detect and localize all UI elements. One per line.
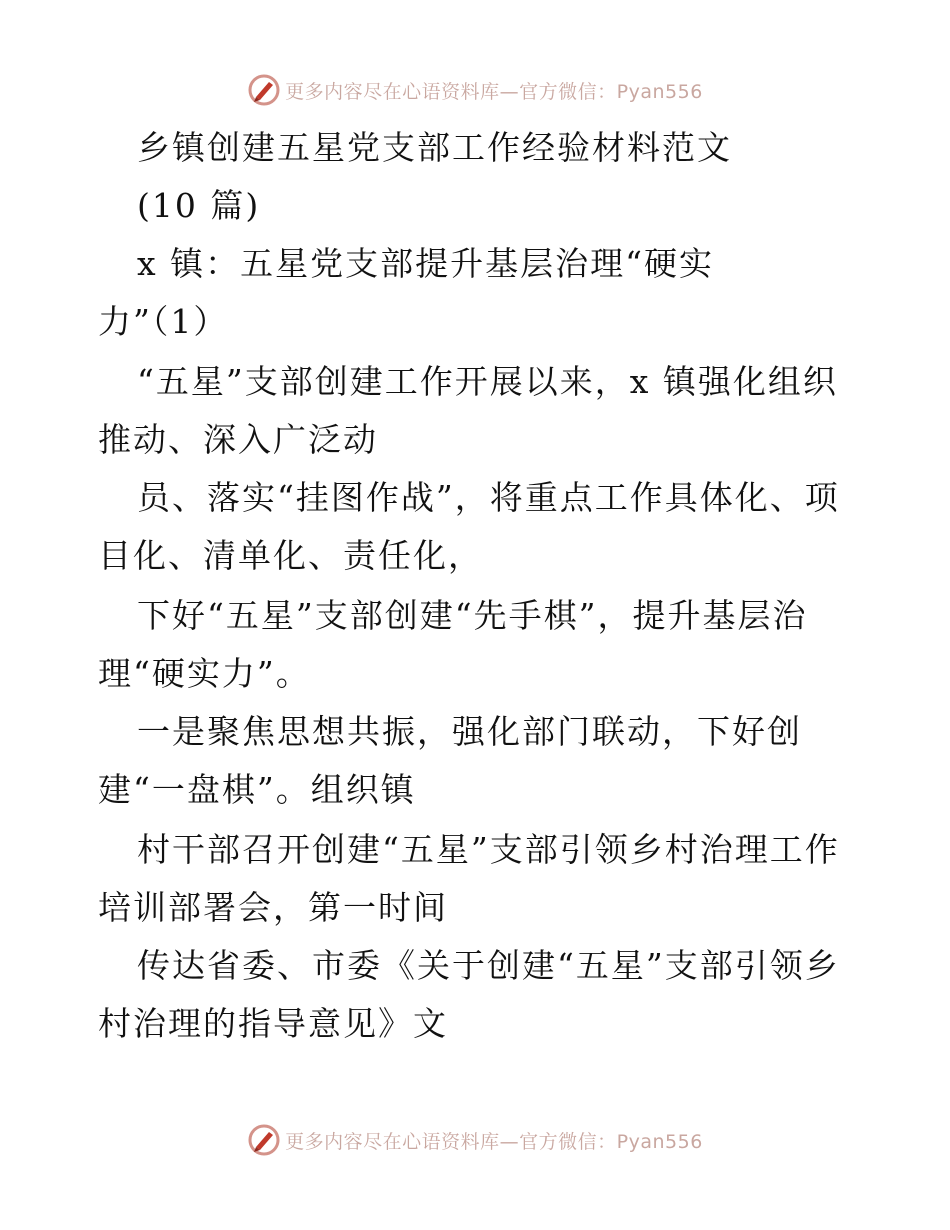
section-heading-line-1: x 镇：五星党支部提升基层治理“硬实: [137, 244, 714, 283]
paragraph-line: 员、落实“挂图作战”，将重点工作具体化、项: [137, 478, 840, 517]
paragraph-line: 传达省委、市委《关于创建“五星”支部引领乡: [137, 946, 840, 985]
header-watermark: [0, 70, 950, 110]
paragraph-line: 理“硬实力”。: [98, 654, 311, 693]
paragraph-line: 村治理的指导意见》文: [98, 1004, 448, 1043]
paragraph-line: 建“一盘棋”。组织镇: [98, 770, 416, 809]
pen-logo-icon: [247, 1123, 281, 1157]
document-title-line-1: 乡镇创建五星党支部工作经验材料范文: [137, 128, 732, 167]
footer-watermark: [0, 1120, 950, 1160]
section-heading-line-2: 力”（1）: [98, 302, 229, 341]
paragraph-line: 一是聚焦思想共振，强化部门联动，下好创: [137, 712, 802, 751]
paragraph-line: 培训部署会，第一时间: [98, 888, 448, 927]
paragraph-line: 推动、深入广泛动: [98, 420, 378, 459]
paragraph-line: 下好“五星”支部创建“先手棋”，提升基层治: [137, 596, 808, 635]
pen-logo-icon: [247, 73, 281, 107]
watermark-text: 更多内容尽在心语资料库—官方微信：Pyan556: [285, 1130, 703, 1153]
document-title-line-2: (10 篇): [137, 186, 261, 225]
paragraph-line: 目化、清单化、责任化，: [98, 536, 483, 575]
paragraph-line: “五星”支部创建工作开展以来，x 镇强化组织: [137, 362, 838, 401]
watermark-text: 更多内容尽在心语资料库—官方微信：Pyan556: [285, 80, 703, 103]
paragraph-line: 村干部召开创建“五星”支部引领乡村治理工作: [137, 830, 840, 869]
